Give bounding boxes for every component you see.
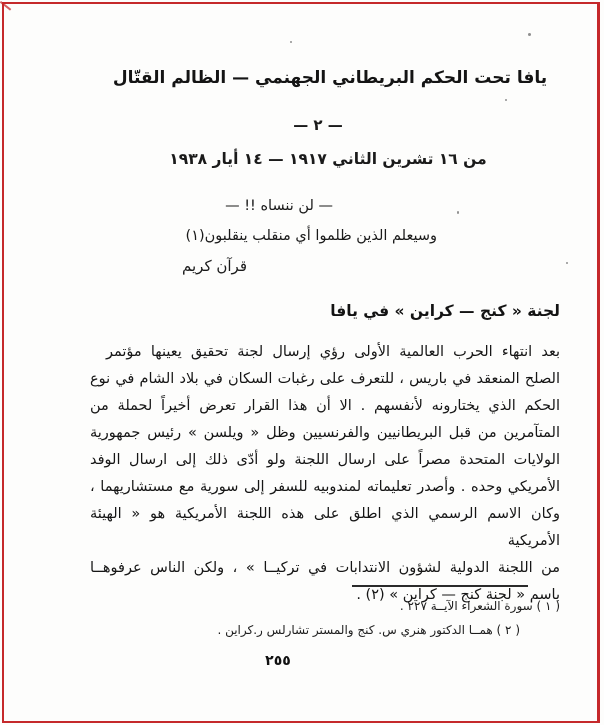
paragraph-line: الحكم الذي يختارونه لأنفسهم . الا أن هذا القرار تعرض أخيراً لحملة من [90, 398, 560, 414]
date-range: من ١٦ تشرين الثاني ١٩١٧ — ١٤ أيار ١٩٣٨ [169, 150, 487, 168]
corner-pen-mark [0, 1, 11, 11]
footnote-1: ( ١ ) سورة الشعراء الآيــة ٢٢٧ . [399, 599, 560, 613]
paragraph-line: المتآمرين من قبل البريطانيين والفرنسيين وظل « ويلسن » رئيس جمهورية [90, 425, 560, 441]
quote-attribution: قرآن كريم [182, 257, 247, 275]
paragraph-line: باسم « لجنة كنج — كراين » (٢) . [356, 587, 560, 603]
paragraph-line: الصلح المنعقد في باريس ، للتعرف على رغبات السكان في بلاد الشام في نوع [90, 371, 560, 387]
scan-speck [505, 99, 507, 101]
paragraph-line: من اللجنة الدولية لشؤون الانتدابات في تركيــا » ، ولكن الناس عرفوهــا [90, 560, 560, 576]
page-number: ٢٥٥ [265, 653, 291, 669]
body-paragraph [90, 339, 560, 609]
paragraph-line: وكان الاسم الرسمي الذي اطلق على هذه اللجنة الأمريكية هو « الهيئة الأمريكية [90, 506, 560, 549]
footnote-2: ( ٢ ) همــا الدكتور هنري س. كنج والمستر تشارلس ر.كراين . [217, 623, 520, 637]
scan-speck [566, 262, 568, 264]
paragraph-line: الولايات المتحدة مصراً على ارسال اللجنة ولو أدّى ذلك إلى ارسال الوفد [90, 452, 560, 468]
scan-speck [528, 33, 531, 36]
section-heading: لجنة « كنج — كراين » في يافا [330, 302, 560, 320]
footnote-divider [352, 585, 528, 587]
paragraph-line: بعد انتهاء الحرب العالمية الأولى رؤي إرسال لجنة تحقيق يعينها مؤتمر [106, 344, 560, 360]
section-number: — ٢ — [293, 116, 343, 134]
scan-speck [290, 41, 292, 43]
quote-line: وسيعلم الذين ظلموا أي منقلب ينقلبون(١) [185, 228, 437, 244]
paragraph-line: الأمريكي وحده . وأصدر تعليماته لمندوبيه للسفر إلى سورية مع مستشاريهما ، [90, 479, 560, 495]
chapter-title: يافا تحت الحكم البريطاني الجهنمي — الظالم القتّال [112, 68, 548, 88]
scan-speck [457, 211, 459, 214]
epigraph-dash-line: — لن ننساه !! — [225, 198, 333, 214]
